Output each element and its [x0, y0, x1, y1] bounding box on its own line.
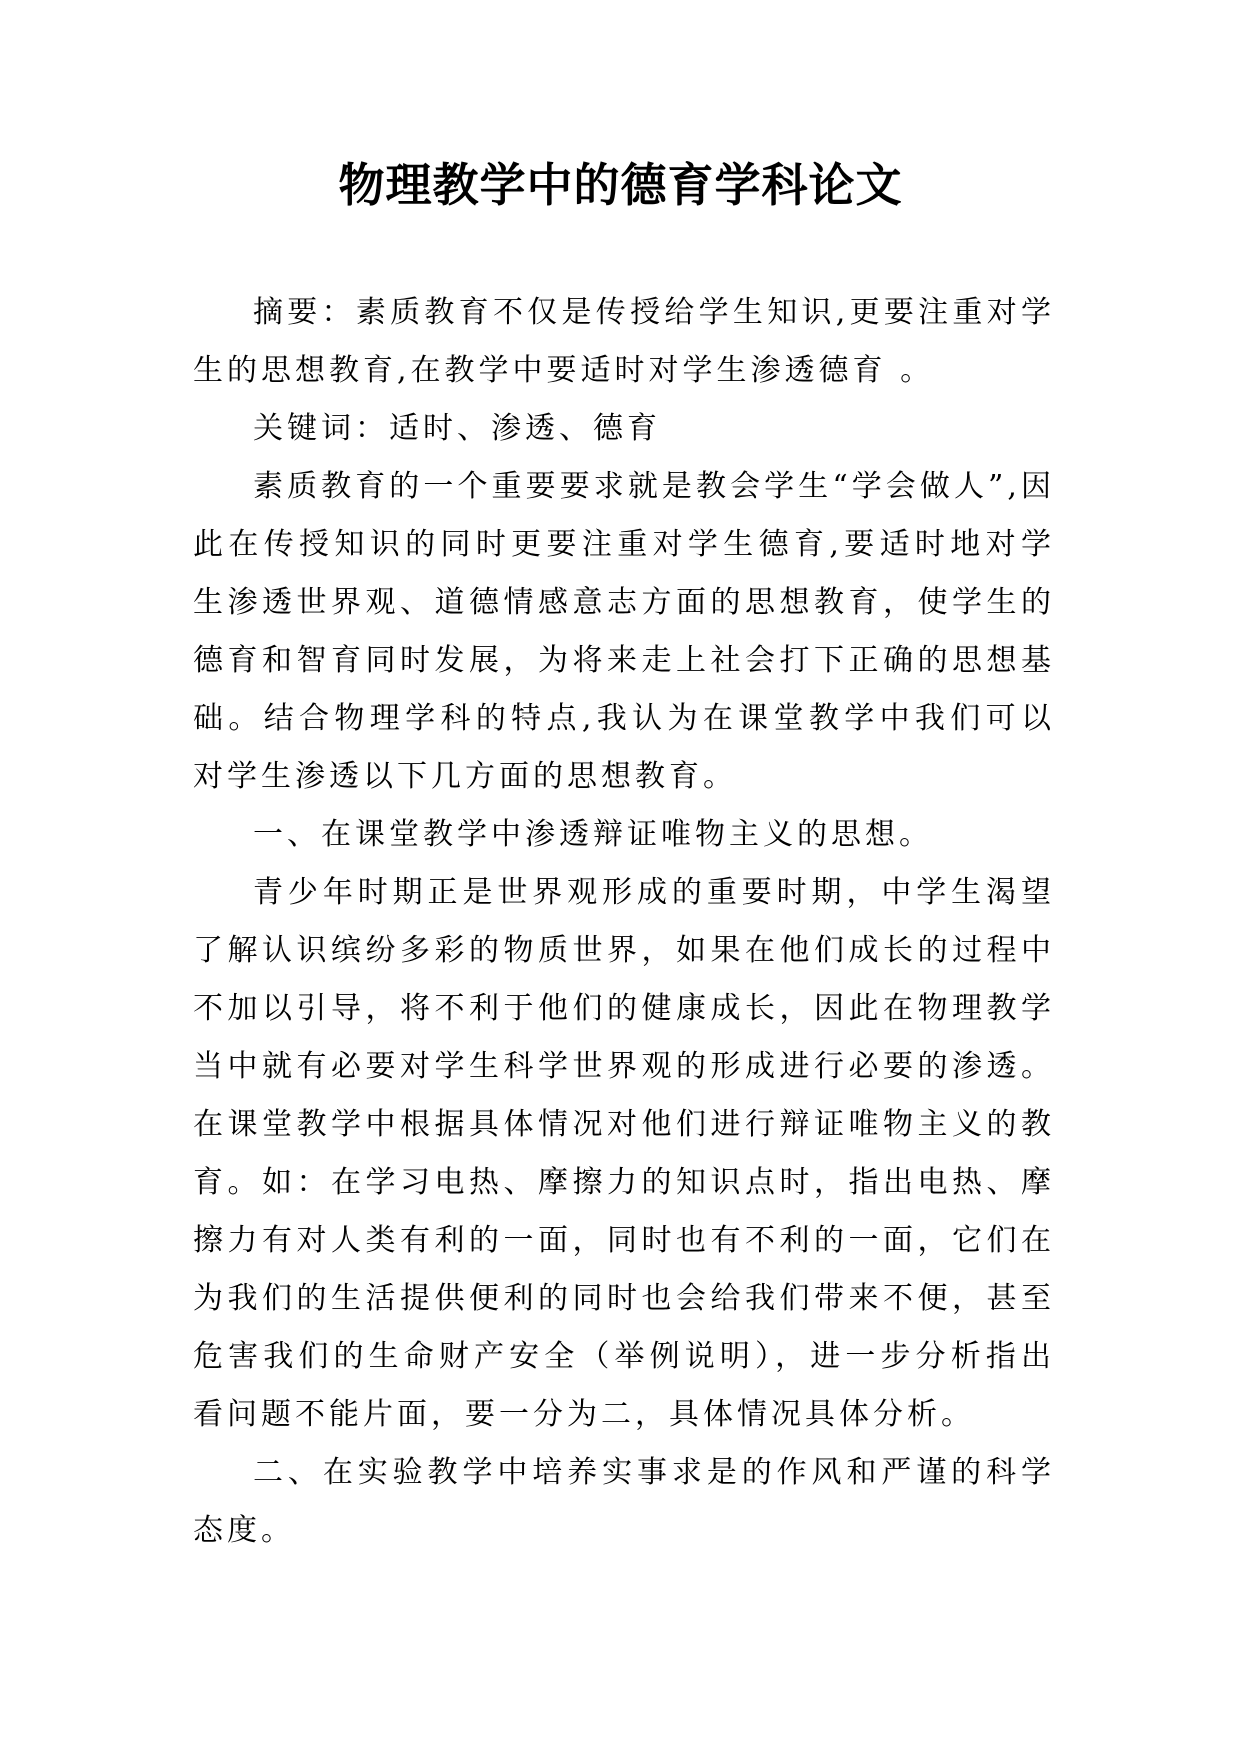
document-body	[193, 284, 1055, 1560]
section-heading-1: 一、在课堂教学中渗透辩证唯物主义的思想。	[253, 817, 933, 852]
abstract-paragraph: 摘要：素质教育不仅是传授给学生知识,更要注重对学生的思想教育,在教学中要适时对学生渗透德育 。	[193, 295, 1055, 388]
section-heading-2: 二、在实验教学中培养实事求是的作风和严谨的科学态度。	[193, 1455, 1055, 1548]
section-1-paragraph: 青少年时期正是世界观形成的重要时期，中学生渴望了解认识缤纷多彩的物质世界，如果在他们成长的过程中不加以引导，将不利于他们的健康成长，因此在物理教学当中就有必要对学生科学世界观的形成进行必要的渗透。在课堂教学中根据具体情况对他们进行辩证唯物主义的教育。如：在学习电热、摩擦力的知识点时，指出电热、摩擦力有对人类有利的一面，同时也有不利的一面，它们在为我们的生活提供便利的同时也会给我们带来不便，甚至危害我们的生命财产安全（举例说明），进一步分析指出看问题不能片面，要一分为二，具体情况具体分析。	[193, 875, 1055, 1432]
document-title: 物理教学中的德育学科论文	[338, 158, 903, 212]
intro-paragraph: 素质教育的一个重要要求就是教会学生“学会做人”,因此在传授知识的同时更要注重对学生德育,要适时地对学生渗透世界观、道德情感意志方面的思想教育，使学生的德育和智育同时发展，为将来走上社会打下正确的思想基础。结合物理学科的特点,我认为在课堂教学中我们可以对学生渗透以下几方面的思想教育。	[193, 469, 1055, 794]
keywords-paragraph: 关键词：适时、渗透、德育	[253, 411, 661, 446]
